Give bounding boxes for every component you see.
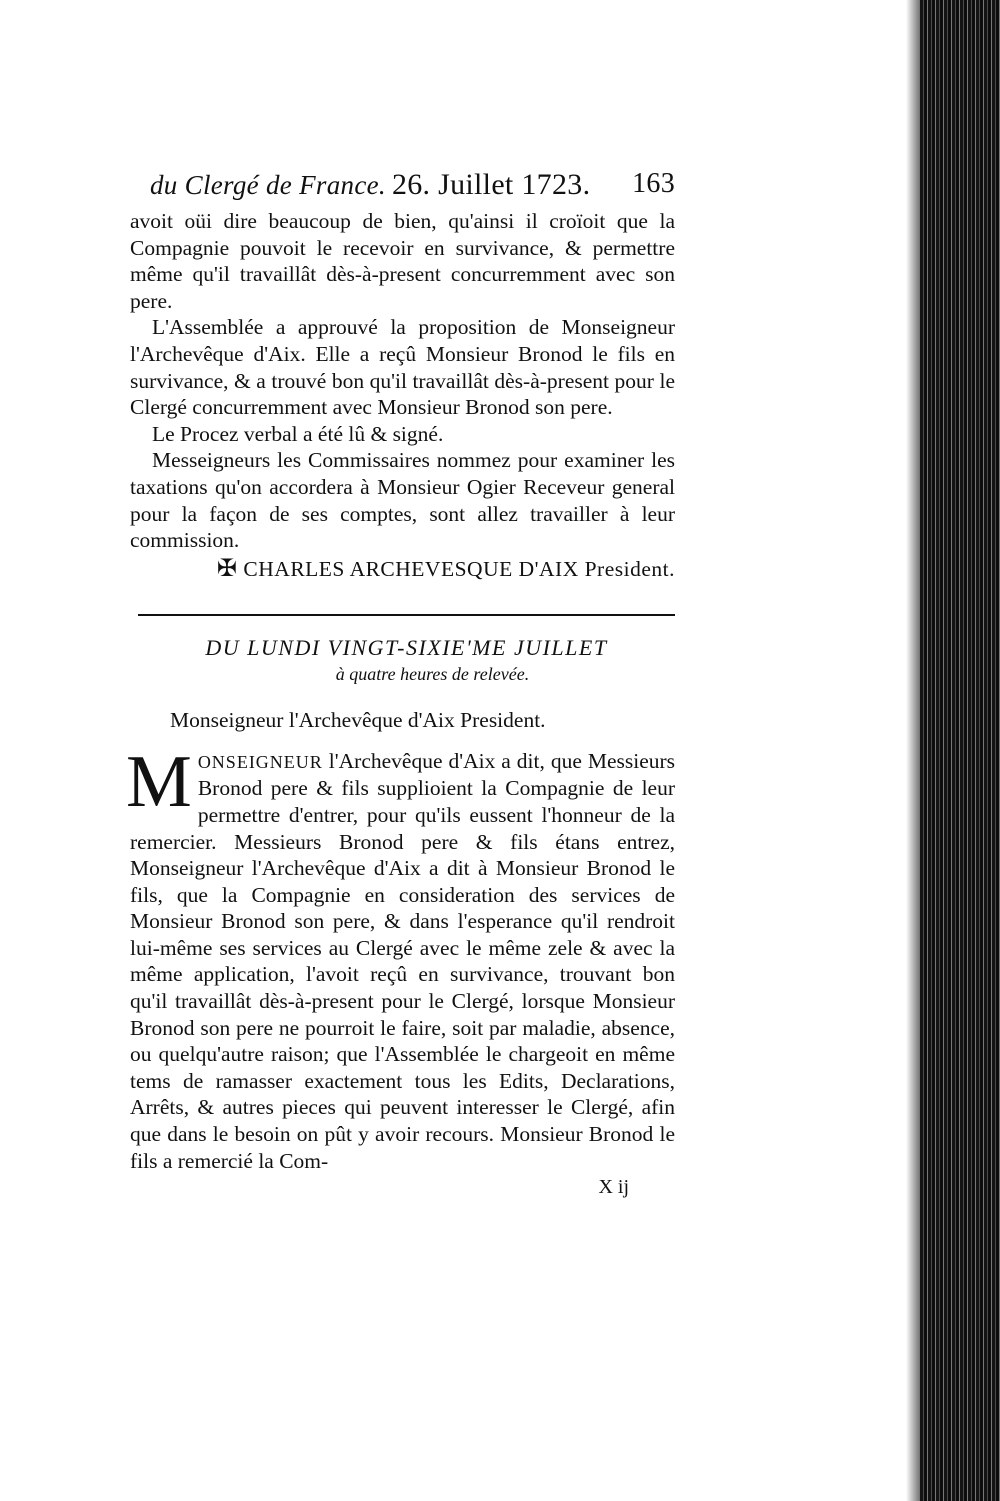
president-signature (130, 554, 675, 584)
section-heading: DU LUNDI VINGT-SIXIE'ME JUILLET (205, 634, 608, 660)
paragraph-continuation: avoit oüi dire beaucoup de bien, qu'ainsi il croïoit que la Compagnie pouvoit le recevoir en survivance, & permettre même qu'il travaillât dès-à-present concurremment avec son pere. (130, 209, 675, 313)
section-divider (138, 614, 675, 616)
president-line: Monseigneur l'Archevêque d'Aix President. (170, 707, 546, 732)
document-page (126, 168, 676, 1199)
paragraph-proces-verbal: Le Procez verbal a été lû & signé. (152, 421, 444, 446)
smallcaps-lead: ONSEIGNEUR (197, 751, 323, 772)
page-gutter-shadow (906, 0, 920, 1501)
paragraph-commissaires: Messeigneurs les Commissaires nommez pour examiner les taxations qu'on accordera à Monsieur Ogier Receveur general pour la façon de ses comptes, sont allez travailler à leur commission. (130, 448, 675, 553)
signature-mark: X ij (598, 1176, 629, 1199)
paragraph-main-text: l'Archevêque d'Aix a dit, que Messieurs Bronod pere & fils supplioient la Compagnie de leur permettre d'entrer, pour qu'ils eussent l'honneur de la remercier. Messieurs Bronod pere & fils étans entrez, Monseigneur l'Archevêque d'Aix a dit à Monsieur Bronod le fils, que la Compagnie en consideration des services de Monsieur Bronod son pere, & dans l'esperance qu'il rendroit lui-même ses services au Clergé avec le même zele & avec la même application, l'avoit reçû en survivance, trouvant bon qu'il travaillât dès-à-present pour le Clergé, lorsque Monsieur Bronod son pere ne pourroit le faire, soit par maladie, absence, ou quelqu'autre raison; que l'Assemblée le chargeoit en même tems de ramasser exactement tous les Edits, Declarations, Arrêts, & autres pieces qui peuvent interesser le Clergé, afin que dans le besoin on pût y avoir recours. Monsieur Bronod le fils a remercié la Com- (130, 748, 676, 1173)
running-head (130, 168, 675, 208)
section-subheading: à quatre heures de relevée. (335, 663, 530, 684)
page-number: 163 (632, 168, 675, 199)
paragraph-main (126, 740, 676, 1175)
signature-text: CHARLES ARCHEVESQUE D'AIX President. (243, 556, 675, 581)
book-page-edge (920, 0, 1000, 1501)
header-title: du Clergé de France. (150, 170, 386, 200)
running-head-title (150, 168, 590, 202)
header-date: 26. Juillet 1723. (391, 168, 591, 201)
paragraph-assemblee: L'Assemblée a approuvé la proposition de Monseigneur l'Archevêque d'Aix. Elle a reçû Monsieur Bronod le fils en survivance, & a trouvé bon qu'il travaillât dès-à-present pour le Clergé concurremment avec Monsieur Bronod son pere. (130, 315, 675, 420)
cross-icon: ✠ (216, 555, 238, 582)
drop-cap: M (126, 740, 192, 823)
